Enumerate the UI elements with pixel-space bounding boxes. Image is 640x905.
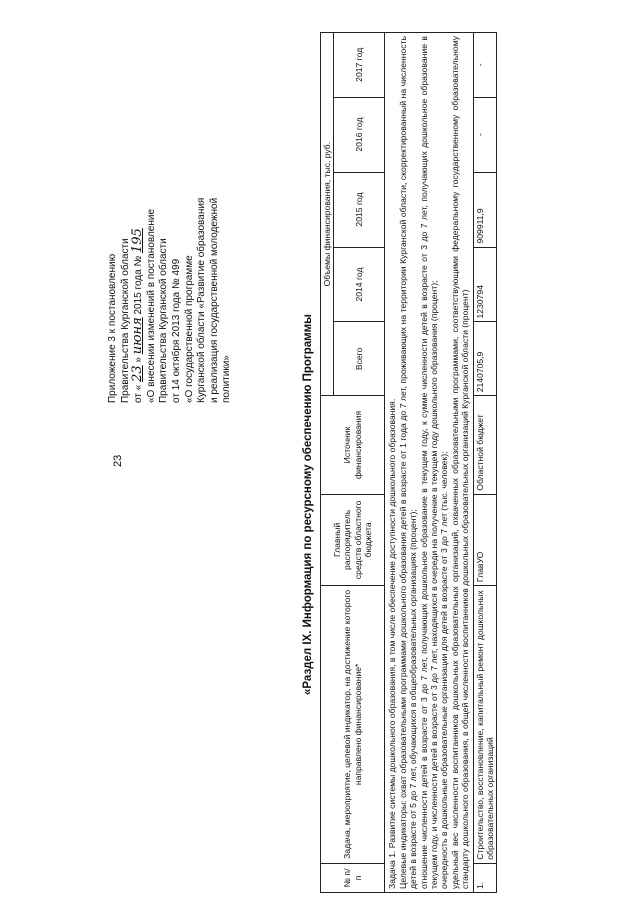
cell-manager: ГлавУО bbox=[473, 494, 497, 585]
col-source: Источник финансирования bbox=[321, 396, 385, 494]
section-heading: «Раздел IX. Информация по ресурсному обеспечению Программы bbox=[302, 314, 314, 695]
task-line: Задача 1. Развитие системы дошкольного образования, в том числе обеспечение доступности дошкольного образования. bbox=[387, 398, 398, 889]
task-line: отношение численности детей в возрасте от 3 до 7 лет, получающих дошкольное образование в текущем году, к сумме численности детей в возрасте от 3 до 7 лет, получающих дошкольное образование в текущем году, и численности детей в возрасте от 3 до 7 лет, находящихся в очереди на получение в текущем году дошкольного образования (процент); bbox=[418, 36, 440, 889]
appendix-line: «О внесении изменений в постановление bbox=[145, 208, 157, 403]
cell-task: Строительство, восстановление, капитальный ремонт дошкольных образовательных организаций bbox=[473, 586, 497, 864]
appendix-date-line: от « 23 » июня 2015 года № 195 bbox=[130, 228, 146, 403]
appendix-line: от 14 октября 2013 года № 499 bbox=[170, 258, 182, 403]
cell-2015: 909911,9 bbox=[473, 172, 497, 247]
appendix-line: политики» bbox=[221, 355, 233, 403]
cell-source: Областной бюджет bbox=[473, 396, 497, 494]
cell-2014: 1230794 bbox=[473, 247, 497, 322]
col-total: Всего bbox=[334, 322, 385, 396]
table-row bbox=[473, 33, 497, 893]
cell-2016: - bbox=[473, 97, 497, 172]
cell-total: 2140705,9 bbox=[473, 322, 497, 396]
col-num: № п/п bbox=[321, 863, 385, 892]
handwritten-month: июня bbox=[130, 317, 146, 355]
handwritten-day: 23 bbox=[130, 365, 146, 382]
handwritten-number: 195 bbox=[130, 228, 146, 254]
header-row bbox=[321, 33, 334, 893]
task-line: очередность в дошкольные образовательные организации для детей в возрасте от 3 до 7 лет (тыс. человек); bbox=[439, 451, 450, 889]
appendix-line: Курганской области «Развитие образования bbox=[196, 197, 208, 403]
col-2014: 2014 год bbox=[334, 247, 385, 322]
task-line: удельный вес численности воспитанников дошкольных образовательных организаций, охваченных образовательными программами, соответствующими федеральному государственному образовательному стандарту дошкольного образования, в общей численности воспитанников дошкольных образовательных организаций Курганской области (процент) bbox=[449, 36, 471, 889]
col-2016: 2016 год bbox=[334, 97, 385, 172]
resource-table bbox=[320, 32, 497, 893]
col-manager: Главный распорядитель средств областного бюджета bbox=[321, 494, 385, 585]
cell-2017: - bbox=[473, 33, 497, 98]
appendix-line: Правительства Курганской области bbox=[158, 238, 170, 403]
col-task: Задача, мероприятие, целевой индикатор, на достижение которого направлено финансирование* bbox=[321, 586, 385, 864]
page-number: 23 bbox=[112, 454, 124, 467]
col-2017: 2017 год bbox=[334, 33, 385, 98]
appendix-line: и реализация государственной молодежной bbox=[208, 197, 220, 403]
appendix-line: «О государственной программе bbox=[183, 255, 195, 403]
cell-num: 1. bbox=[473, 863, 497, 892]
task-description bbox=[385, 33, 473, 893]
task-row bbox=[385, 33, 473, 893]
task-line: Целевые индикаторы: охват образовательными программами дошкольного образования детей в возрасте от 1 года до 7 лет, проживающих на территории Курганской области, скорректированный на численность детей в возрасте от 5 до 7 лет, обучающихся в общеобразовательных организациях (процент); bbox=[397, 36, 419, 889]
appendix-line: Правительства Курганской области bbox=[119, 238, 131, 403]
appendix-line: Приложение 3 к постановлению bbox=[107, 253, 118, 403]
appendix-block bbox=[107, 198, 234, 403]
col-volumes: Объемы финансирования, тыс. руб. bbox=[321, 33, 334, 396]
col-2015: 2015 год bbox=[334, 172, 385, 247]
